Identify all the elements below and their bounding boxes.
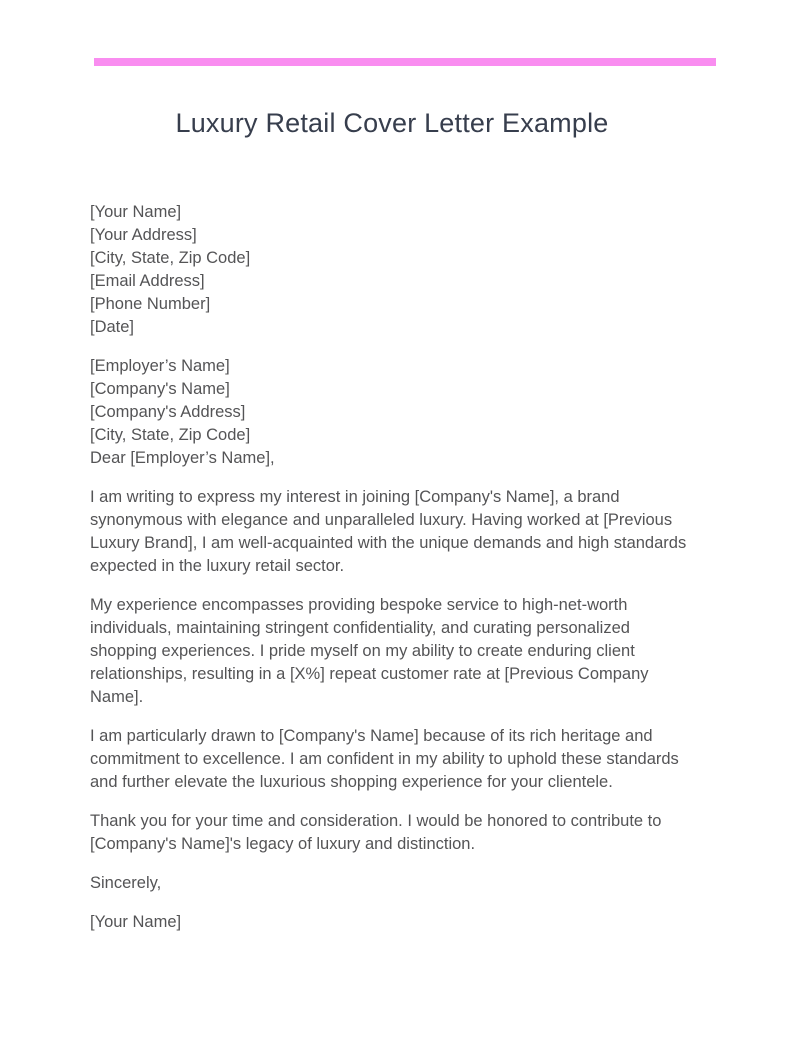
letter-paragraph: I am writing to express my interest in joining [Company's Name], a brand synonymous with elegance and unparalleled luxury. Having worked at [Previous Luxury Brand], I am well-acquainted with the unique demands and high standards expected in the luxury retail sector. <box>90 488 687 575</box>
sender-line: [City, State, Zip Code] <box>90 249 251 267</box>
letter-paragraph: My experience encompasses providing bespoke service to high-net-worth individuals, maintaining stringent confidentiality, and curating personalized shopping experiences. I pride myself on my ability to create enduring client relationships, resulting in a [X%] repeat customer rate at [Previous Company Name]. <box>90 596 649 706</box>
sender-line: [Email Address] <box>90 272 205 290</box>
recipient-address-block <box>90 355 694 470</box>
sender-line: [Phone Number] <box>90 295 211 313</box>
letter-body <box>90 201 694 950</box>
recipient-line: [Company's Name] <box>90 380 230 398</box>
letter-paragraph: Thank you for your time and consideration. I would be honored to contribute to [Company's Name]'s legacy of luxury and distinction. <box>90 812 662 853</box>
sender-line: [Date] <box>90 318 135 336</box>
recipient-line: [Employer’s Name] <box>90 357 230 375</box>
sender-line: [Your Address] <box>90 226 197 244</box>
letter-paragraph: I am particularly drawn to [Company's Name] because of its rich heritage and commitment to excellence. I am confident in my ability to uphold these standards and further elevate the luxurious shopping experience for your clientele. <box>90 727 679 791</box>
accent-bar <box>94 58 716 66</box>
signature-line: [Your Name] <box>90 913 182 931</box>
recipient-line: [City, State, Zip Code] <box>90 426 251 444</box>
sender-address-block <box>90 201 694 339</box>
page-title: Luxury Retail Cover Letter Example <box>175 108 609 138</box>
sender-line: [Your Name] <box>90 203 182 221</box>
recipient-line: [Company's Address] <box>90 403 246 421</box>
closing-line: Sincerely, <box>90 874 162 892</box>
salutation-line: Dear [Employer’s Name], <box>90 449 275 467</box>
